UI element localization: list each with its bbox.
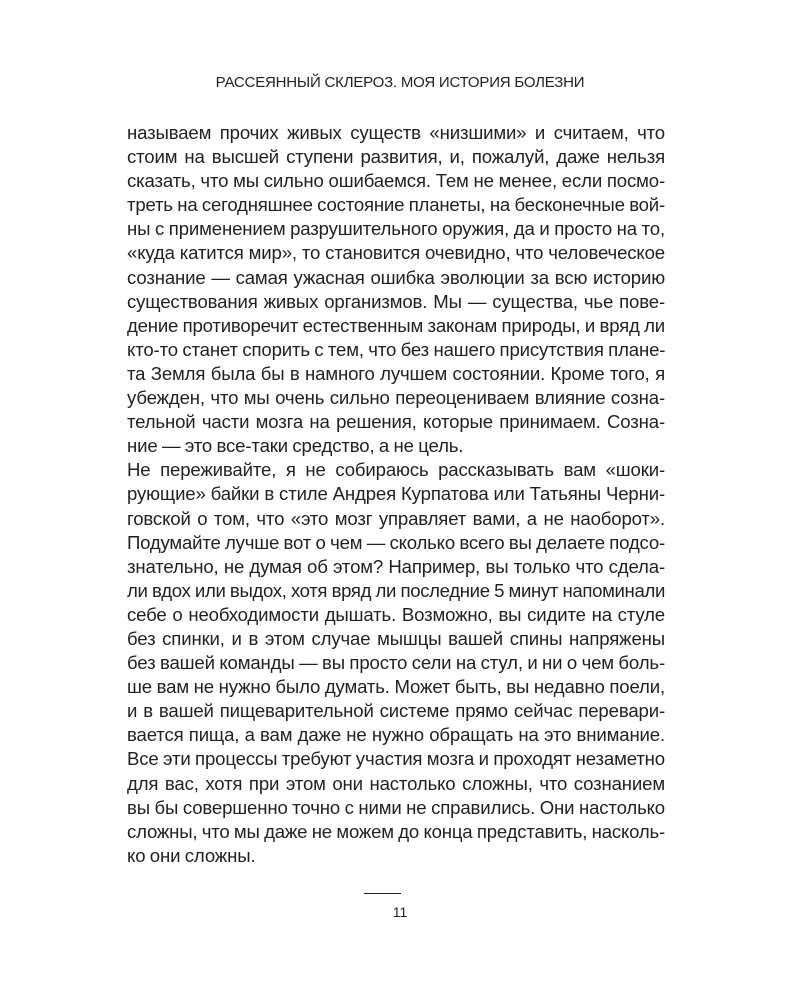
text-line: называем прочих живых существ «низшими» и считаем, что	[127, 122, 665, 143]
folio-rule	[364, 893, 401, 894]
text-line: говской о том, что «это мозг управляет вами, а не наоборот».	[127, 507, 665, 529]
text-line: сознание — самая ужасная ошибка эволюции за всю историю	[127, 266, 665, 288]
paragraph-2	[127, 458, 665, 868]
text-line: сложны, что мы даже не можем до конца представить, насколь-	[127, 820, 665, 842]
text-line: Подумайте лучше вот о чем — сколько всего вы делаете подсо-	[127, 531, 665, 553]
text-line: вается пища, а вам даже не нужно обращать на это внимание.	[127, 724, 665, 746]
text-line: тельной части мозга на решения, которые принимаем. Созна-	[127, 411, 665, 433]
text-line: Все эти процессы требуют участия мозга и проходят незаметно	[127, 748, 665, 770]
text-line: рующие» байки в стиле Андрея Курпатова или Татьяны Черни-	[127, 483, 665, 505]
text-line: та Земля была бы в намного лучшем состоянии. Кроме того, я	[127, 362, 665, 384]
text-line: сказать, что мы сильно ошибаемся. Тем не менее, если посмо-	[127, 170, 665, 192]
body-text	[127, 121, 665, 868]
text-line: стоим на высшей ступени развития, и, пожалуй, даже нельзя	[127, 146, 665, 168]
text-line: убежден, что мы очень сильно переоцениваем влияние созна-	[127, 387, 665, 409]
text-line: дение противоречит естественным законам природы, и вряд ли	[127, 314, 665, 336]
text-line: ше вам не нужно было думать. Может быть, вы недавно поели,	[127, 676, 665, 698]
text-line: знательно, не думая об этом? Например, вы только что сдела-	[127, 555, 665, 577]
text-line: кто-то станет спорить с тем, что без нашего присутствия плане-	[127, 338, 666, 360]
text-line: без спинки, и в этом случае мышцы вашей спины напряжены	[127, 627, 665, 649]
text-line: Не переживайте, я не собираюсь рассказывать вам «шоки-	[127, 459, 665, 481]
text-line: без вашей команды — вы просто сели на стул, и ни о чем боль-	[127, 652, 665, 674]
text-line: существования живых организмов. Мы — существа, чье пове-	[127, 290, 665, 312]
text-line: «куда катится мир», то становится очевидно, что человеческое	[127, 242, 665, 264]
text-line: ли вдох или выдох, хотя вряд ли последние 5 минут напоминали	[127, 579, 665, 601]
paragraph-1	[127, 121, 665, 458]
text-line: ко они сложны.	[127, 844, 256, 866]
text-line: ние — это все-таки средство, а не цель.	[127, 435, 464, 457]
text-line: ны с применением разрушительного оружия, да и просто на то,	[127, 218, 665, 240]
text-line: себе о необходимости дышать. Возможно, вы сидите на стуле	[127, 603, 665, 625]
text-line: и в вашей пищеварительной системе прямо сейчас перевари-	[127, 700, 665, 722]
page-number: 11	[392, 904, 408, 920]
running-head: РАССЕЯННЫЙ СКЛЕРОЗ. МОЯ ИСТОРИЯ БОЛЕЗНИ	[215, 74, 585, 91]
text-line: вы бы совершенно точно с ними не справились. Они настолько	[127, 796, 665, 818]
text-line: треть на сегодняшнее состояние планеты, на бесконечные вой-	[127, 194, 665, 216]
text-line: для вас, хотя при этом они настолько сложны, что сознанием	[127, 772, 665, 794]
